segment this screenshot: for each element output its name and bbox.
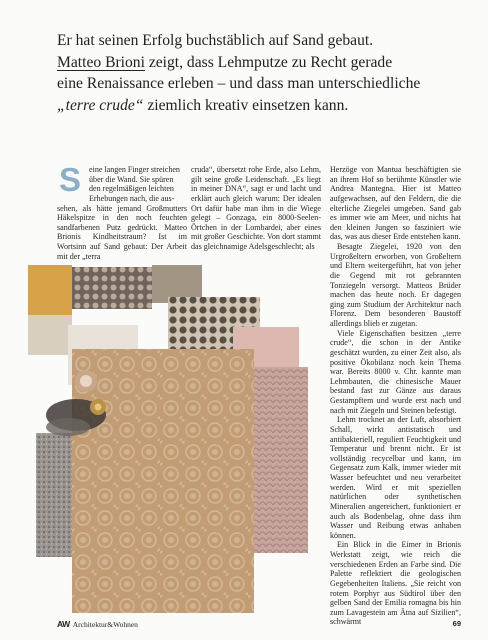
deck-line-4-text: ziemlich kreativ einsetzen kann.	[143, 96, 349, 114]
stone-sample-tile	[28, 315, 72, 355]
deck-line-1: Er hat seinen Erfolg buchstäblich auf Sand gebaut.	[57, 32, 374, 49]
column-2-text: cruda“, übersetzt rohe Erde, also Lehm, gilt seine große Leidenschaft. „Es liegt in meiner DNA“, sagt er und lacht und erklärt auch gleich warum: Der idealen Ort dafür habe man ihm in die Wiege gelegt – Gonzaga, ein 8000-Seelen-Örtchen in der Lombardei, aber eines mit großer Geschichte. Von dort stammt das gleichnamige Adelsgeschlecht; als	[191, 165, 321, 251]
intro-line: eine langen Finger streichen	[89, 165, 180, 174]
column-1-text: sehen, als hätte jemand Großmutters Häkelspitze in den noch feuchten sandfarbenen Putz gedrückt. Matteo Brionis Kindheitstraum? Ist im Wortsinn auf Sand gebaut: Der Arbeit mit der „terra	[57, 203, 187, 261]
column-3-paragraph-2: Besagte Ziegelei, 1920 von den Urgroßeltern erworben, von Großeltern und Eltern weitergeführt, hat von jeher die Gegend mit rot gebrannten Tonziegeln versorgt. Matteos Brüder machen das heute noch. Er dagegen ging zum Studium der Architektur nach Florenz. Dem besonderen Baustoff allerdings blieb er zugetan.	[330, 242, 461, 328]
intro-line: über die Wand. Sie spüren	[89, 174, 174, 184]
article-deck	[57, 30, 467, 116]
deck-line-4	[57, 95, 467, 117]
terre-crude-term: „terre crude“	[57, 96, 144, 114]
text-column-2	[191, 165, 321, 252]
text-column-3	[330, 165, 461, 627]
ochre-sample-tile	[28, 265, 72, 315]
magazine-logo: AW	[57, 619, 70, 629]
deck-line-3: eine Renaissance erleben – und dass man unterschiedliche	[57, 75, 421, 92]
intro-line: Erhebungen nach, die aus-	[89, 193, 175, 203]
column-3-paragraph-4: Lehm trocknet an der Luft, absorbiert Schall, wirkt antistatisch und antibakteriell, reguliert Feuchtigkeit und Temperatur und brennt nicht. Er ist vollständig recycelbar und kann, im Gegensatz zum Kalk, immer wieder mit Wasser befeuchtet und neu verarbeitet werden. Wird er mit speziellen natürlichen oder synthetischen Mineralien angereichert, funktioniert er auch als Bodenbelag, ohne dass ihm Wasser und Reibung etwas anhaben können.	[330, 415, 461, 540]
magazine-name: Architektur&Wohnen	[72, 620, 138, 629]
designer-name: Matteo Brioni	[57, 53, 145, 71]
column-3-paragraph-3: Viele Eigenschaften besitzen „terre crude“, die schon in der Antike geschätzt wurden, zu einer Zeit also, als positive Ökobilanz noch kein Thema war. Bereits 8000 v. Chr. kannte man Lehmbauten, die chinesische Mauer bestand fast zur Gänze aus daraus Gestampftem und wurde erst nach und nach mit Ziegeln und Steinen befestigt.	[330, 328, 461, 415]
column-3-paragraph-5: Ein Blick in die Eimer in Brionis Werkstatt zeigt, wie reich die verschiedenen Erden an Farbe sind. Die Palette reflektiert die geologischen Gegebenheiten Italiens. „Sie reicht von rotem Porphyr aus Südtirol über den gelben Sand der Emilia romagna bis hin zum Lavagestein am Ätna auf Sizilien“, schwärmt	[330, 540, 461, 627]
dotted-sample-tile	[72, 267, 152, 309]
text-column-1	[57, 161, 187, 261]
deck-line-2	[57, 52, 467, 74]
intro-line: den regelmäßigen leichten	[89, 184, 174, 194]
column-3-paragraph-1: Herzöge von Mantua beschäftigten sie an ihrem Hof so berühmte Künstler wie Andrea Mantegna. Hier ist Matteo aufgewachsen, auf den Feldern, die die elterliche Ziegelei umgeben. Sand gab es immer wie am Meer, und nichts hat den kleinen Jungen so fasziniert wie das, was aus dieser Erde entstehen kann.	[330, 165, 461, 242]
deck-line-2-text: zeigt, dass Lehmputze zu Recht gerade	[144, 53, 393, 71]
page-number: 69	[452, 619, 461, 628]
drop-cap: S	[59, 161, 82, 198]
page-footer	[57, 619, 461, 631]
magazine-brand	[57, 619, 138, 629]
clay-plaster-samples-photo	[28, 265, 318, 615]
